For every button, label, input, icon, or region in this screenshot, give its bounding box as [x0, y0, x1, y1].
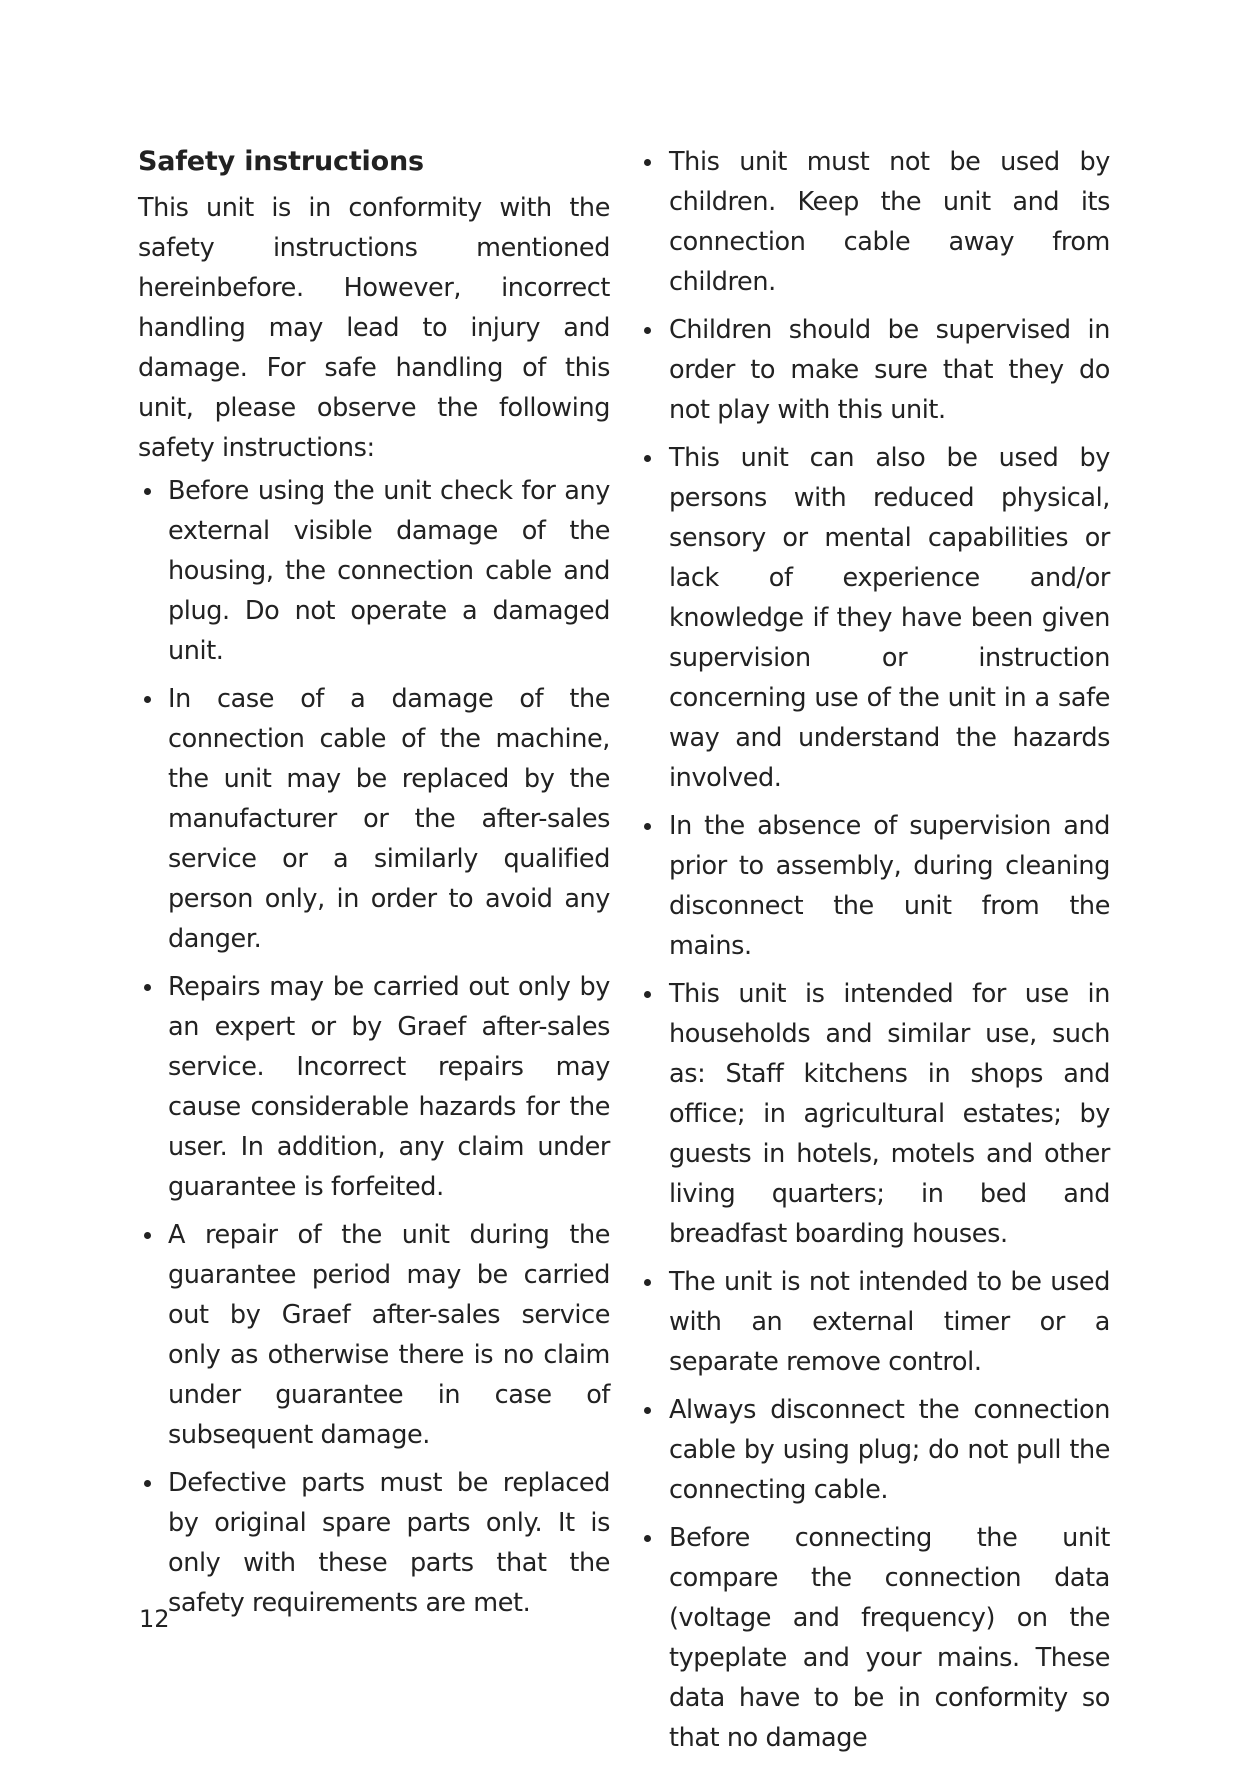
bullet-icon — [644, 327, 651, 334]
safety-item-text: Repairs may be carried out only by an expert or by Graef after-sales service. Incorrect repairs may cause considerable hazards for the user. In addition, any claim under guarantee is forfeited. — [168, 972, 610, 1202]
safety-item — [138, 967, 610, 1207]
bullet-icon — [144, 1480, 151, 1487]
page-number: 12 — [139, 1605, 170, 1633]
safety-item-text: Children should be supervised in order to make sure that they do not play with this unit. — [669, 315, 1110, 425]
safety-item — [648, 310, 1110, 430]
bullet-icon — [144, 488, 151, 495]
safety-item — [648, 1262, 1110, 1382]
safety-list-right — [648, 142, 1110, 1758]
right-column — [648, 142, 1110, 1766]
safety-item-text: In case of a damage of the connection cable of the machine, the unit may be replaced by the manufacturer or the after-sales service or a similarly qualified person only, in order to avoid any danger. — [168, 684, 610, 954]
safety-item — [648, 438, 1110, 798]
safety-item — [138, 1463, 610, 1623]
safety-item — [648, 1390, 1110, 1510]
safety-item-text: Always disconnect the connection cable by using plug; do not pull the connecting cable. — [669, 1395, 1110, 1505]
safety-item — [648, 806, 1110, 966]
safety-item-text: Defective parts must be replaced by original spare parts only. It is only with these parts that the safety requirements are met. — [168, 1468, 610, 1618]
bullet-icon — [144, 696, 151, 703]
bullet-icon — [644, 1407, 651, 1414]
safety-item-text: Before using the unit check for any external visible damage of the housing, the connection cable and plug. Do not operate a damaged unit. — [168, 476, 610, 666]
bullet-icon — [644, 991, 651, 998]
safety-item-text: In the absence of supervision and prior to assembly, during cleaning disconnect the unit from the mains. — [669, 811, 1110, 961]
safety-item — [138, 471, 610, 671]
bullet-icon — [644, 823, 651, 830]
left-column — [138, 142, 610, 1631]
bullet-icon — [644, 1279, 651, 1286]
safety-list-left — [138, 471, 610, 1623]
safety-item-text: Before connecting the unit compare the connection data (voltage and frequency) on the typeplate and your mains. These data have to be in conformity so that no damage — [669, 1523, 1110, 1753]
intro-paragraph: This unit is in conformity with the safety instructions mentioned hereinbefore. However, incorrect handling may lead to injury and damage. For safe handling of this unit, please observe the following safety instructions: — [138, 193, 610, 463]
safety-item-text: This unit is intended for use in households and similar use, such as: Staff kitchens in shops and office; in agricultural estates; by guests in hotels, motels and other living quarters; in bed and breadfast boarding houses. — [669, 979, 1110, 1249]
bullet-icon — [644, 455, 651, 462]
safety-item — [648, 974, 1110, 1254]
safety-item-text: This unit can also be used by persons with reduced physical, sensory or mental capabilities or lack of experience and/or knowledge if they have been given supervision or instruction concerning use of the unit in a safe way and understand the hazards involved. — [669, 443, 1110, 793]
section-title: Safety instructions — [138, 146, 424, 177]
safety-item-text: This unit must not be used by children. Keep the unit and its connection cable away from children. — [669, 147, 1110, 297]
safety-item-text: A repair of the unit during the guarantee period may be carried out by Graef after-sales service only as otherwise there is no claim under guarantee in case of subsequent damage. — [168, 1220, 610, 1450]
bullet-icon — [144, 1232, 151, 1239]
safety-item — [648, 1518, 1110, 1758]
safety-item-text: The unit is not intended to be used with an external timer or a separate remove control. — [669, 1267, 1110, 1377]
safety-item — [648, 142, 1110, 302]
bullet-icon — [644, 1535, 651, 1542]
bullet-icon — [644, 159, 651, 166]
bullet-icon — [144, 984, 151, 991]
safety-item — [138, 1215, 610, 1455]
safety-item — [138, 679, 610, 959]
